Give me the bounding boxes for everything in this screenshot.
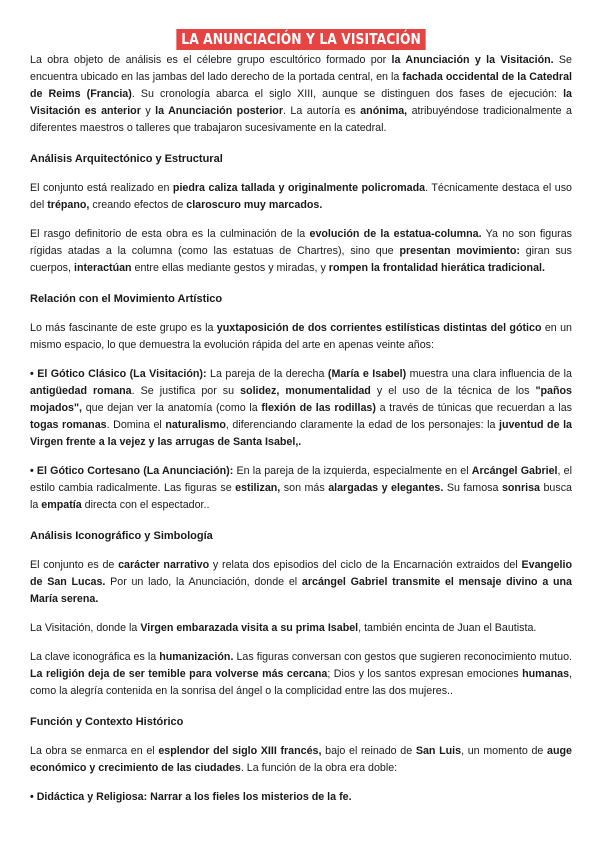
bold-run: "paños mojados", [30,385,572,414]
bold-run: flexión de las rodillas) [261,402,376,414]
heading-function-context: Función y Contexto Histórico [30,716,184,728]
bold-run: esplendor del siglo XIII francés, [158,745,322,757]
bold-run: La religión deja de ser temible para volverse más cercana [30,668,328,680]
bold-run: empatía [41,499,82,511]
bold-run: • El Gótico Clásico (La Visitación): [30,368,207,380]
text-run: , un momento de [461,745,548,757]
text-run: ; Dios y los santos expresan emociones [327,668,523,680]
text-run: Las figuras conversan con gestos que sugieren reconocimiento mutuo. [233,651,572,663]
document-title: LA ANUNCIACIÓN Y LA VISITACIÓN [176,29,425,50]
text-run: , diferenciando claramente la edad de los personajes: la [225,419,499,431]
text-run: giran sus cuerpos, [30,245,572,274]
iconographic-paragraph-3 [30,649,572,700]
bold-run: evolución de la estatua-columna. [309,228,482,240]
heading-artistic-movement: Relación con el Movimiento Artístico [30,293,223,305]
text-run: y relata dos episodios del ciclo de la Encarnación extraidos del [209,559,522,571]
text-run: El conjunto es de [30,559,119,571]
movement-paragraph-1 [30,320,572,354]
text-run: Su famosa [443,482,502,494]
text-run: Por un lado, la Anunciación, donde el [105,576,302,588]
function-bullet-didactic [30,789,572,806]
bold-run: estilizan, [235,482,281,494]
iconographic-paragraph-1 [30,557,572,608]
bold-run: (María e Isabel) [327,368,407,380]
heading-iconographic: Análisis Iconográfico y Simbología [30,530,213,542]
bold-run: trépano, [47,199,90,211]
text-run: La pareja de la derecha [206,368,328,380]
text-run: entre ellas mediante gestos y miradas, y [131,262,329,274]
bold-run: anónima, [360,105,408,117]
architectural-paragraph-2 [30,226,572,277]
bold-run: claroscuro muy marcados. [186,199,323,211]
bold-run: Arcángel Gabriel [471,465,558,477]
text-run: y [140,105,156,117]
bold-run: • Didáctica y Religiosa [30,791,144,803]
text-run: creando efectos de [89,199,187,211]
bold-run: la Visitación es anterior [30,88,572,117]
bold-run: fachada occidental de la Catedral de Reims (Francia) [30,71,573,100]
heading-architectural: Análisis Arquitectónico y Estructural [30,153,223,165]
text-run: , como la alegría contenida en la sonrisa del ángel o la complicidad entre las dos mujeres.. [30,668,572,697]
bold-run: solidez, monumentalidad [240,385,371,397]
bold-run: la Anunciación y la Visitación. [391,54,554,66]
text-run: La obra se enmarca en el [30,745,159,757]
text-run: . Domina el [106,419,166,431]
bold-run: • El Gótico Cortesano (La Anunciación): [30,465,234,477]
movement-bullet-classic-gothic [30,366,572,451]
bold-run: humanas [522,668,570,680]
text-run: . Se justifica por su [131,385,241,397]
text-run: en un mismo espacio, lo que demuestra la evolución rápida del arte en apenas veinte años: [30,322,572,351]
bold-run: alargadas y elegantes. [328,482,444,494]
text-run: , el estilo cambia radicalmente. Las figuras se [30,465,572,494]
bold-run: : Narrar a los fieles los misterios de la fe. [143,791,352,803]
text-run: Lo más fascinante de este grupo es la [30,322,217,334]
movement-bullet-courtly-gothic [30,463,572,514]
text-run: a través de túnicas que recuerdan a las [375,402,572,414]
text-run: . La función de la obra era doble: [240,762,398,774]
bold-run: San Luis [415,745,462,757]
text-run: atribuyéndose tradicionalmente a diferentes maestros o talleres que trabajaron sucesivamente en la catedral. [30,105,572,134]
bold-run: humanización. [159,651,234,663]
bold-run: presentan movimiento: [399,245,520,257]
bold-run: naturalismo [165,419,226,431]
text-run: La Visitación, donde la [30,622,141,634]
text-run: . Su cronología abarca el siglo XIII, aunque se distinguen dos fases de ejecución: [131,88,564,100]
text-run: directa con el espectador.. [81,499,210,511]
iconographic-paragraph-2 [30,620,572,637]
title-wrap [30,0,572,52]
bold-run: arcángel Gabriel transmite el mensaje divino a una María serena. [30,576,572,605]
bold-run: juventud de la Virgen frente a la vejez y las arrugas de Santa Isabel,. [30,419,572,448]
text-run: La obra objeto de análisis es el célebre grupo escultórico formado por [30,54,392,66]
text-run: bajo el reinado de [321,745,416,757]
bold-run: Virgen embarazada visita a su prima Isabel [140,622,359,634]
intro-paragraph [30,52,572,137]
bold-run: antigüedad romana [30,385,132,397]
text-run: . La autoría es [283,105,361,117]
text-run: son más [280,482,329,494]
bold-run: auge económico y crecimiento de las ciudades [30,745,572,774]
bold-run: yuxtaposición de dos corrientes estilísticas distintas del gótico [216,322,542,334]
text-run: y el uso de la técnica de los [370,385,536,397]
text-run: . Técnicamente destaca el uso del [30,182,572,211]
text-run: El rasgo definitorio de esta obra es la culminación de la [30,228,310,240]
text-run: muestra una clara influencia de la [406,368,573,380]
text-run: En la pareja de la izquierda, especialmente en el [233,465,472,477]
text-run: Se encuentra ubicado en las jambas del lado derecho de la portada central, en la [30,54,573,83]
text-run: El conjunto está realizado en [30,182,173,194]
text-run: Ya no son figuras rígidas atadas a la columna (como las estatuas de Chartres), sino que [30,228,572,257]
bold-run: piedra caliza tallada y originalmente policromada [172,182,426,194]
bold-run: carácter narrativo [118,559,210,571]
bold-run: interactúan [73,262,132,274]
bold-run: Evangelio de San Lucas. [30,559,572,588]
text-run: , también encinta de Juan el Bautista. [358,622,537,634]
bold-run: sonrisa [501,482,540,494]
bold-run: la Anunciación posterior [155,105,283,117]
architectural-paragraph-1 [30,180,572,214]
text-run: La clave iconográfica es la [30,651,160,663]
text-run: que dejan ver la anatomía (como la [81,402,262,414]
bold-run: togas romanas [30,419,107,431]
text-run: busca la [30,482,572,511]
bold-run: rompen la frontalidad hierática tradicional. [328,262,545,274]
function-paragraph-1 [30,743,572,777]
